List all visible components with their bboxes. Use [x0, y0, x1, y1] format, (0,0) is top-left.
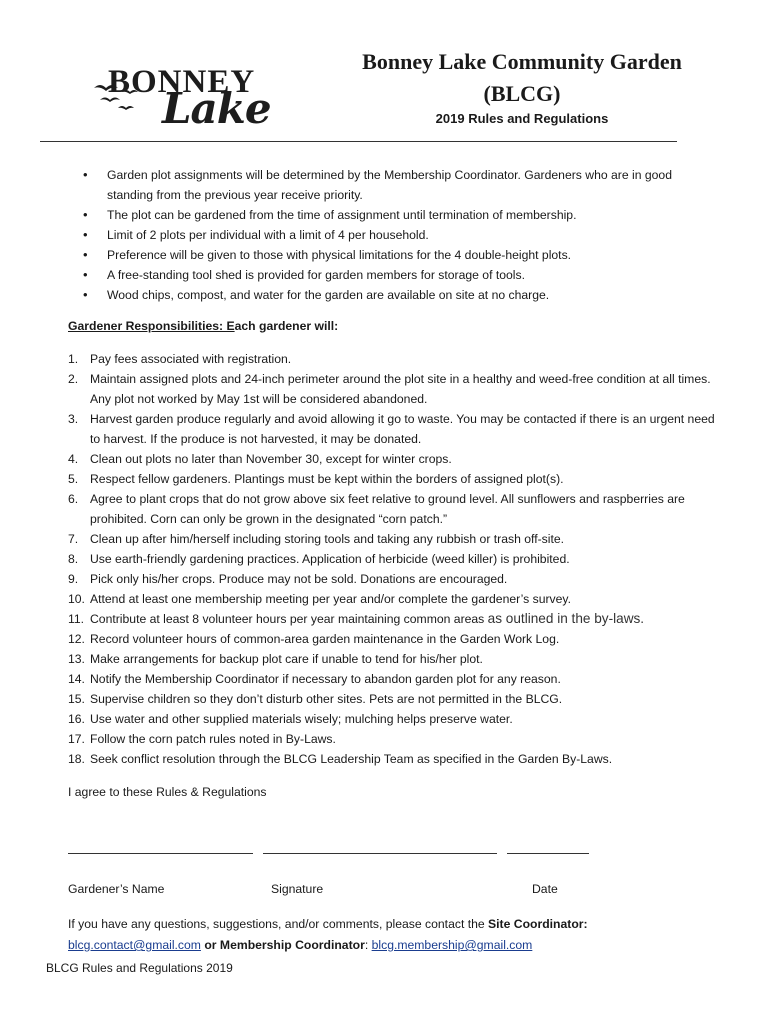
item-text: Attend at least one membership meeting per year and/or complete the gardener’s survey.	[90, 592, 571, 606]
list-item	[68, 709, 728, 729]
item-text: Follow the corn patch rules noted in By-Laws.	[90, 732, 336, 746]
list-item: • Wood chips, compost, and water for the garden are available on site at no charge.	[80, 285, 720, 305]
logo-word-bonney: BONNEY	[108, 64, 256, 100]
item-text: Use water and other supplied materials wisely; mulching helps preserve water.	[90, 712, 513, 726]
list-item	[68, 489, 728, 529]
item-number: 9.	[68, 572, 79, 586]
contact-or: or	[200, 938, 220, 952]
general-rules-list	[80, 165, 720, 305]
list-item	[68, 349, 728, 369]
list-item	[68, 589, 728, 609]
item-number: 15.	[68, 692, 85, 706]
list-item: • A free-standing tool shed is provided for garden members for storage of tools.	[80, 265, 720, 285]
responsibilities-heading	[68, 319, 338, 333]
item-number: 5.	[68, 472, 79, 486]
list-item	[68, 649, 728, 669]
page-title-line1: Bonney Lake Community Garden	[362, 49, 682, 74]
item-text: Make arrangements for backup plot care if unable to tend for his/her plot.	[90, 652, 483, 666]
item-number: 12.	[68, 632, 85, 646]
item-number: 16.	[68, 712, 85, 726]
membership-coordinator-label: Membership Coordinator	[219, 938, 365, 952]
page-footer: BLCG Rules and Regulations 2019	[46, 961, 233, 975]
gardener-name-label: Gardener’s Name	[68, 882, 165, 896]
site-coordinator-label: Site Coordinator:	[488, 917, 588, 931]
item-number: 3.	[68, 412, 79, 426]
list-item	[68, 749, 728, 769]
membership-coordinator-email-link[interactable]: blcg.membership@gmail.com	[371, 938, 533, 952]
item-text: Seek conflict resolution through the BLCG Leadership Team as specified in the Garden By-Laws.	[90, 752, 613, 766]
item-text-alt: as outlined in the by-laws.	[487, 611, 645, 626]
item-number: 18.	[68, 752, 85, 766]
date-line[interactable]	[507, 853, 589, 854]
site-coordinator-email-link[interactable]: blcg.contact@gmail.com	[68, 938, 201, 952]
header-divider	[40, 141, 677, 142]
list-item	[68, 529, 728, 549]
list-item	[68, 469, 728, 489]
signature-line[interactable]	[263, 853, 497, 854]
item-number: 13.	[68, 652, 85, 666]
item-number: 17.	[68, 732, 85, 746]
list-item	[68, 669, 728, 689]
list-item	[68, 369, 728, 409]
item-text: Contribute at least 8 volunteer hours per year maintaining common areas	[90, 612, 488, 626]
list-item	[68, 609, 728, 629]
date-label: Date	[532, 882, 558, 896]
item-number: 10.	[68, 592, 85, 606]
responsibilities-heading-underlined: Gardener Responsibilities: E	[68, 319, 235, 333]
contact-colon: :	[364, 938, 372, 952]
item-number: 1.	[68, 352, 79, 366]
logo-word-lake: Lake	[162, 84, 271, 133]
list-item	[68, 409, 728, 449]
list-item: • Garden plot assignments will be determined by the Membership Coordinator. Gardeners who are in good standing from the previous year receive priority.	[80, 165, 720, 205]
page-subtitle: 2019 Rules and Regulations	[435, 111, 609, 126]
item-number: 7.	[68, 532, 79, 546]
item-number: 11.	[68, 612, 85, 626]
list-item	[68, 629, 728, 649]
agreement-statement: I agree to these Rules & Regulations	[68, 785, 267, 799]
signature-label: Signature	[271, 882, 324, 896]
list-item	[68, 689, 728, 709]
list-item	[68, 729, 728, 749]
item-number: 2.	[68, 372, 79, 386]
item-text: Harvest garden produce regularly and avoid allowing it go to waste. You may be contacted if there is an urgent need to harvest. If the produce is not harvested, it may be donated.	[90, 412, 715, 446]
item-number: 8.	[68, 552, 79, 566]
item-text: Clean out plots no later than November 30, except for winter crops.	[90, 452, 452, 466]
responsibilities-heading-rest: ach gardener will:	[234, 319, 339, 333]
list-item: • The plot can be gardened from the time of assignment until termination of membership.	[80, 205, 720, 225]
item-text: Supervise children so they don’t disturb other sites. Pets are not permitted in the BLCG.	[90, 692, 563, 706]
item-text: Notify the Membership Coordinator if necessary to abandon garden plot for any reason.	[90, 672, 561, 686]
item-text: Pick only his/her crops. Produce may not be sold. Donations are encouraged.	[90, 572, 508, 586]
item-text: Clean up after him/herself including storing tools and taking any rubbish or trash off-site.	[90, 532, 564, 546]
item-text: Pay fees associated with registration.	[90, 352, 292, 366]
item-number: 14.	[68, 672, 85, 686]
list-item	[68, 569, 728, 589]
page-title-line2: (BLCG)	[483, 81, 561, 106]
item-number: 4.	[68, 452, 79, 466]
list-item	[68, 449, 728, 469]
item-number: 6.	[68, 492, 79, 506]
list-item: • Preference will be given to those with physical limitations for the 4 double-height plots.	[80, 245, 720, 265]
list-item: • Limit of 2 plots per individual with a limit of 4 per household.	[80, 225, 720, 245]
contact-intro: If you have any questions, suggestions, and/or comments, please contact the	[68, 917, 489, 931]
item-text: Use earth-friendly gardening practices. Application of herbicide (weed killer) is prohibited.	[90, 552, 570, 566]
item-text: Respect fellow gardeners. Plantings must be kept within the borders of assigned plot(s).	[90, 472, 564, 486]
responsibilities-list	[68, 349, 728, 769]
item-text: Agree to plant crops that do not grow above six feet relative to ground level. All sunflowers and raspberries are prohibited. Corn can only be grown in the designated “corn patch.”	[90, 492, 685, 526]
item-text: Maintain assigned plots and 24-inch perimeter around the plot site in a healthy and weed-free condition at all times. Any plot not worked by May 1st will be considered abandoned.	[90, 372, 711, 406]
gardener-name-line[interactable]	[68, 853, 253, 854]
contact-paragraph	[68, 914, 718, 956]
list-item	[68, 549, 728, 569]
item-text: Record volunteer hours of common-area garden maintenance in the Garden Work Log.	[90, 632, 560, 646]
bonney-lake-logo	[92, 64, 306, 134]
